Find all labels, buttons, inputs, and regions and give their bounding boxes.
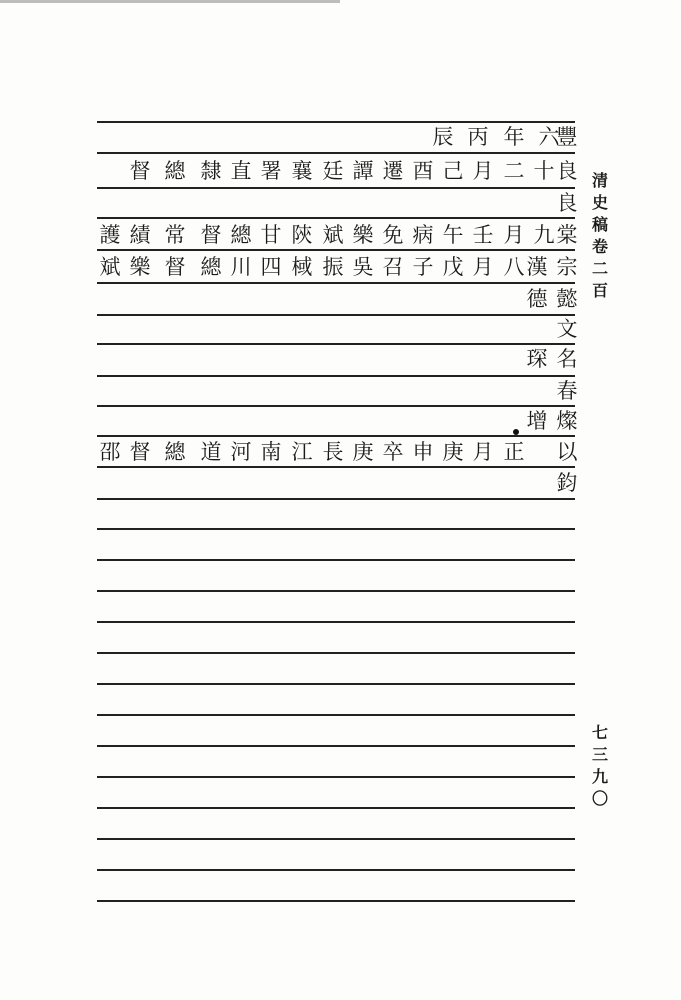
table-cell: 八 <box>503 255 525 279</box>
header-glyph: 卷 <box>591 237 608 256</box>
header-glyph: 清 <box>591 171 608 190</box>
table-rule <box>97 652 575 654</box>
table-cell: 樂 <box>352 223 374 247</box>
table-cell: 庚 <box>442 440 464 464</box>
table-cell: 以 <box>556 440 578 464</box>
table-cell: 川 <box>230 255 252 279</box>
page-header-title <box>590 170 610 302</box>
table-cell: 督 <box>200 223 222 247</box>
page-number-glyph: 九 <box>591 767 608 786</box>
table-cell: 辰 <box>432 125 454 149</box>
table-cell: 二 <box>503 159 525 183</box>
table-cell: 免 <box>382 223 404 247</box>
table-rule <box>97 900 575 902</box>
table-cell: 斌 <box>322 223 344 247</box>
table-rule <box>97 590 575 592</box>
table-row <box>97 468 578 498</box>
table-cell: 棫 <box>291 255 313 279</box>
table-cell: 襄 <box>291 159 313 183</box>
table-rule <box>97 838 575 840</box>
table-rule <box>97 498 575 500</box>
table-cell: 督 <box>164 255 186 279</box>
table-cell: 申 <box>412 440 434 464</box>
table-rule <box>97 869 575 871</box>
table-cell: 道 <box>200 440 222 464</box>
page-number-glyph: 七 <box>591 723 608 742</box>
table-cell: 邵 <box>99 440 121 464</box>
table-cell: 總 <box>164 440 186 464</box>
table-cell: 直 <box>230 159 252 183</box>
table-row <box>97 314 578 344</box>
table-rule <box>97 776 575 778</box>
table-cell: 酉 <box>412 159 434 183</box>
header-glyph: 史 <box>591 193 608 212</box>
table-cell: 丙 <box>467 125 489 149</box>
table-cell: 護 <box>99 223 121 247</box>
page-number <box>590 722 610 810</box>
table-cell: 四 <box>260 255 282 279</box>
table-row <box>97 376 578 406</box>
table-row <box>97 344 578 374</box>
table-row <box>97 252 578 282</box>
table-cell: 南 <box>260 440 282 464</box>
table-cell: 甘 <box>260 223 282 247</box>
table-cell: 卒 <box>382 440 404 464</box>
table-cell: 壬 <box>472 223 494 247</box>
table-row <box>97 406 578 436</box>
table-cell: 召 <box>382 255 404 279</box>
table-cell: 琛 <box>526 347 548 371</box>
table-cell: 己 <box>442 159 464 183</box>
table-cell: 年 <box>503 125 525 149</box>
table-cell: 德 <box>526 287 548 311</box>
table-cell: 燦 <box>556 409 578 433</box>
table-row <box>97 437 578 467</box>
table-cell: 九 <box>533 223 555 247</box>
page-number-glyph: 三 <box>591 745 608 764</box>
table-cell: 常 <box>164 223 186 247</box>
table-cell: 懿 <box>556 287 578 311</box>
table-cell: 戊 <box>442 255 464 279</box>
table-rule <box>97 683 575 685</box>
table-rule <box>97 621 575 623</box>
table-cell: 月 <box>503 223 525 247</box>
table-cell: 良 <box>556 159 578 183</box>
table-cell: 宗 <box>556 255 578 279</box>
header-glyph: 二 <box>591 259 608 278</box>
table-rule <box>97 745 575 747</box>
table-cell: 陝 <box>291 223 313 247</box>
table-cell: 漢 <box>526 255 548 279</box>
table-cell: 吳 <box>352 255 374 279</box>
table-cell: 鈞 <box>556 471 578 495</box>
table-cell: 河 <box>230 440 252 464</box>
table-cell: 庚 <box>352 440 374 464</box>
table-row <box>97 156 578 186</box>
table-cell: 譚 <box>352 159 374 183</box>
table-cell: 名 <box>556 347 578 371</box>
table-cell: 月 <box>472 159 494 183</box>
table-row <box>97 220 578 250</box>
table-cell: 督 <box>129 440 151 464</box>
table-row <box>97 188 578 218</box>
table-cell: 總 <box>230 223 252 247</box>
table-cell: 棠 <box>556 223 578 247</box>
table-cell: 隸 <box>200 159 222 183</box>
table-cell: 十 <box>533 159 555 183</box>
table-cell: 月 <box>472 255 494 279</box>
page-number-glyph: 〇 <box>591 789 608 808</box>
table-cell: 文 <box>556 317 578 341</box>
table-rule <box>97 152 575 154</box>
table-cell: 斌 <box>99 255 121 279</box>
table-cell: 督 <box>129 159 151 183</box>
table-cell: 樂 <box>129 255 151 279</box>
table-cell: 署 <box>260 159 282 183</box>
table-cell: 總 <box>200 255 222 279</box>
table-cell: 春 <box>556 379 578 403</box>
official-table <box>97 0 578 1000</box>
table-rule <box>97 559 575 561</box>
table-cell: 午 <box>442 223 464 247</box>
table-row <box>97 122 578 152</box>
table-rule <box>97 807 575 809</box>
table-cell: 病 <box>412 223 434 247</box>
table-cell: 廷 <box>322 159 344 183</box>
header-glyph: 百 <box>591 281 608 300</box>
table-cell: 六 <box>538 125 560 149</box>
table-cell: 績 <box>129 223 151 247</box>
table-cell: 豐 <box>556 125 578 149</box>
table-cell: 正 <box>503 440 525 464</box>
header-glyph: 稿 <box>591 215 608 234</box>
table-cell: 長 <box>322 440 344 464</box>
table-row <box>97 284 578 314</box>
table-cell: 江 <box>291 440 313 464</box>
table-rule <box>97 528 575 530</box>
table-cell: 總 <box>164 159 186 183</box>
table-rule <box>97 714 575 716</box>
table-cell: 良 <box>556 191 578 215</box>
table-cell: 子 <box>412 255 434 279</box>
table-cell: 振 <box>322 255 344 279</box>
table-cell: 遷 <box>382 159 404 183</box>
table-cell: 增 <box>526 409 548 433</box>
table-cell: 月 <box>472 440 494 464</box>
ink-speck <box>513 429 519 435</box>
